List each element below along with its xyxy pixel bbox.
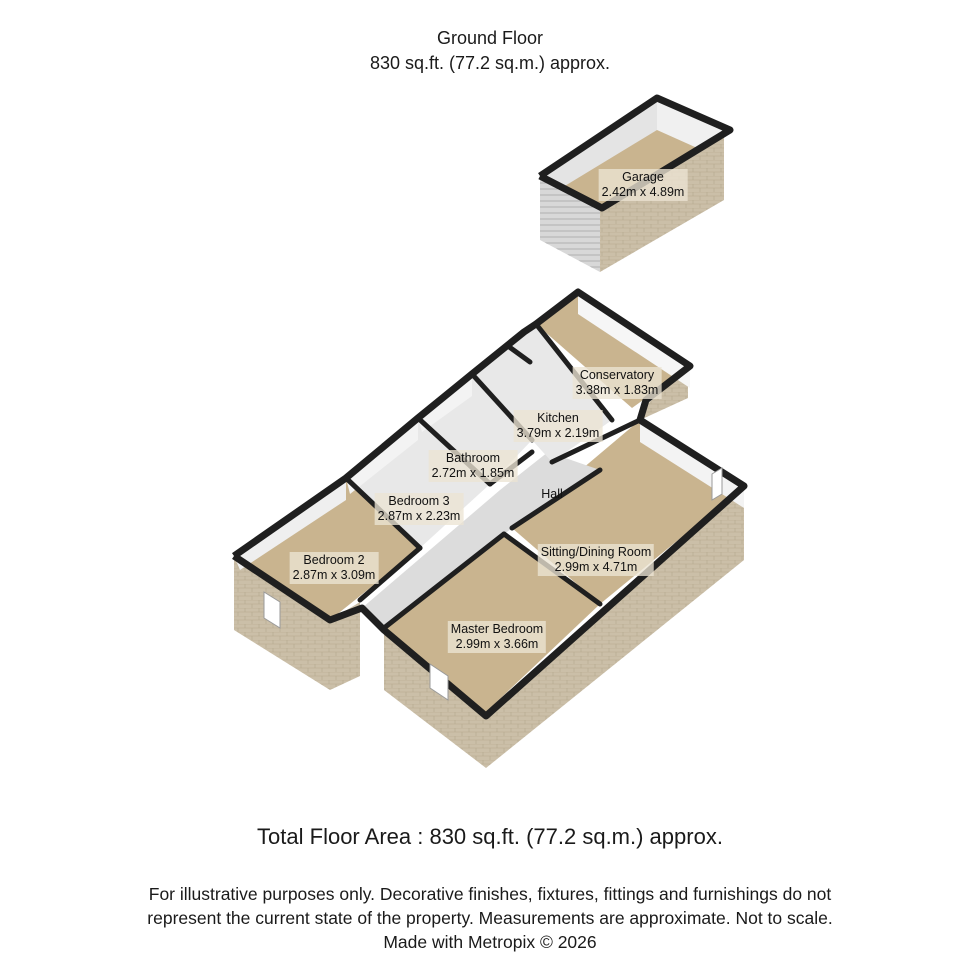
room-label-garage — [599, 169, 688, 201]
hall-name: Hall — [541, 487, 563, 501]
conservatory-name: Conservatory — [579, 368, 655, 382]
room-label-conservatory — [573, 367, 662, 399]
master-bedroom-name: Master Bedroom — [450, 622, 544, 636]
sitting-dining-name: Sitting/Dining Room — [540, 545, 652, 559]
room-label-master-bedroom — [448, 621, 546, 653]
kitchen-name: Kitchen — [537, 411, 579, 425]
floor-area: 830 sq.ft. (77.2 sq.m.) approx. — [369, 53, 611, 73]
disclaimer-line-1: For illustrative purposes only. Decorative finishes, fixtures, fittings and furnishings do not — [148, 884, 832, 904]
bedroom2-size: 2.87m x 3.09m — [292, 568, 376, 582]
kitchen-size: 3.79m x 2.19m — [516, 426, 600, 440]
bathroom-size: 2.72m x 1.85m — [431, 466, 515, 480]
disclaimer — [0, 882, 980, 954]
room-label-bathroom — [429, 450, 518, 482]
room-label-hall — [538, 486, 566, 503]
bedroom3-size: 2.87m x 2.23m — [377, 509, 461, 523]
sitting-dining-size: 2.99m x 4.71m — [554, 560, 638, 574]
room-label-sitting-dining — [538, 544, 654, 576]
disclaimer-line-2: represent the current state of the property. Measurements are approximate. Not to scale. — [147, 908, 833, 928]
metropix-credit: Made with Metropix © 2026 — [383, 932, 597, 952]
floor-name: Ground Floor — [436, 28, 544, 48]
room-label-bedroom2 — [290, 552, 379, 584]
room-label-bedroom3 — [375, 493, 464, 525]
room-label-kitchen — [514, 410, 603, 442]
bedroom2-name: Bedroom 2 — [303, 553, 365, 567]
garage-name: Garage — [622, 170, 664, 184]
bedroom3-name: Bedroom 3 — [388, 494, 450, 508]
garage-size: 2.42m x 4.89m — [601, 185, 685, 199]
total-floor-area: Total Floor Area : 830 sq.ft. (77.2 sq.m.) approx. — [257, 824, 723, 849]
master-bedroom-size: 2.99m x 3.66m — [455, 637, 539, 651]
bathroom-name: Bathroom — [445, 451, 501, 465]
conservatory-size: 3.38m x 1.83m — [575, 383, 659, 397]
